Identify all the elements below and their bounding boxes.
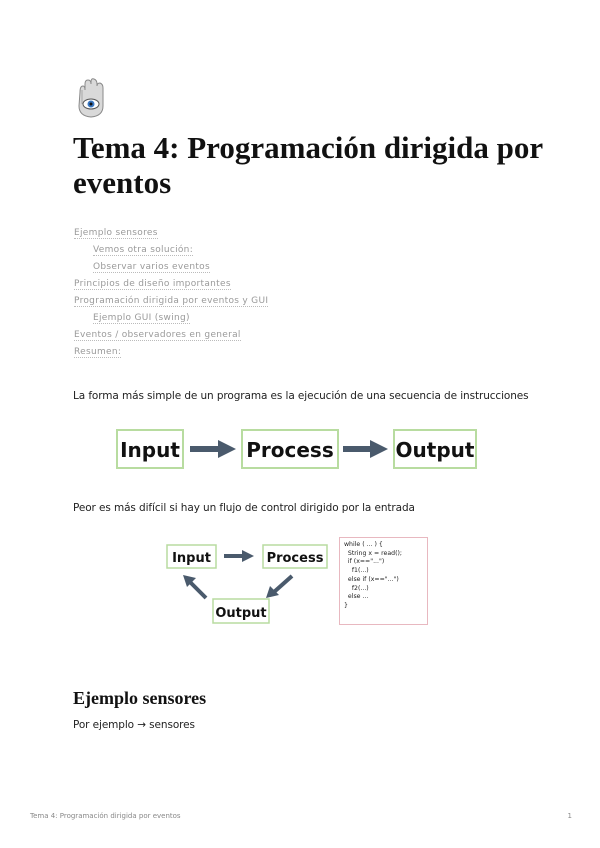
toc-link[interactable]: Vemos otra solución:	[93, 245, 194, 255]
output-label: Output	[215, 606, 267, 621]
arrow-right-icon	[242, 550, 254, 562]
input-label: Input	[172, 551, 211, 566]
section-heading: Ejemplo sensores	[73, 688, 207, 708]
page-number: 1	[567, 812, 572, 820]
process-label: Process	[246, 438, 334, 462]
input-process-output-diagram	[116, 428, 478, 472]
toc-link[interactable]: Ejemplo GUI (swing)	[93, 313, 190, 323]
toc-link[interactable]: Resumen:	[74, 347, 122, 357]
second-paragraph: Peor es más difícil si hay un flujo de control dirigido por la entrada	[73, 502, 415, 514]
section-paragraph: Por ejemplo → sensores	[73, 719, 195, 731]
toc-link[interactable]: Programación dirigida por eventos y GUI	[74, 296, 269, 306]
code-line: String x = read();	[344, 549, 402, 557]
toc-link[interactable]: Eventos / observadores en general	[74, 330, 241, 340]
code-snippet	[339, 537, 428, 625]
toc-link[interactable]: Observar varios eventos	[93, 262, 210, 272]
code-line: f2(...)	[344, 584, 369, 592]
intro-paragraph: La forma más simple de un programa es la ejecución de una secuencia de instrucciones	[73, 390, 529, 402]
code-line: f1(...)	[344, 567, 369, 575]
output-label: Output	[395, 438, 475, 462]
arrow-down-left-icon	[274, 576, 292, 592]
table-of-contents	[74, 225, 374, 361]
hamsa-logo-icon	[76, 78, 106, 120]
arrow-right-icon	[218, 440, 236, 458]
code-line: else if (x=="...")	[344, 575, 399, 583]
arrow-right-icon	[370, 440, 388, 458]
code-line: else ...	[344, 593, 369, 601]
input-process-output-loop-diagram	[166, 540, 336, 626]
code-line: }	[344, 601, 348, 609]
process-label: Process	[266, 551, 324, 566]
page-title: Tema 4: Programación dirigida por eventos	[73, 130, 543, 200]
input-label: Input	[120, 438, 180, 462]
toc-link[interactable]: Ejemplo sensores	[74, 228, 158, 238]
code-line: while ( ... ) {	[344, 541, 383, 548]
arrow-up-left-icon	[190, 582, 206, 598]
footer-title: Tema 4: Programación dirigida por eventos	[30, 812, 181, 820]
code-line: if (x=="...")	[344, 558, 385, 566]
toc-link[interactable]: Principios de diseño importantes	[74, 279, 231, 289]
